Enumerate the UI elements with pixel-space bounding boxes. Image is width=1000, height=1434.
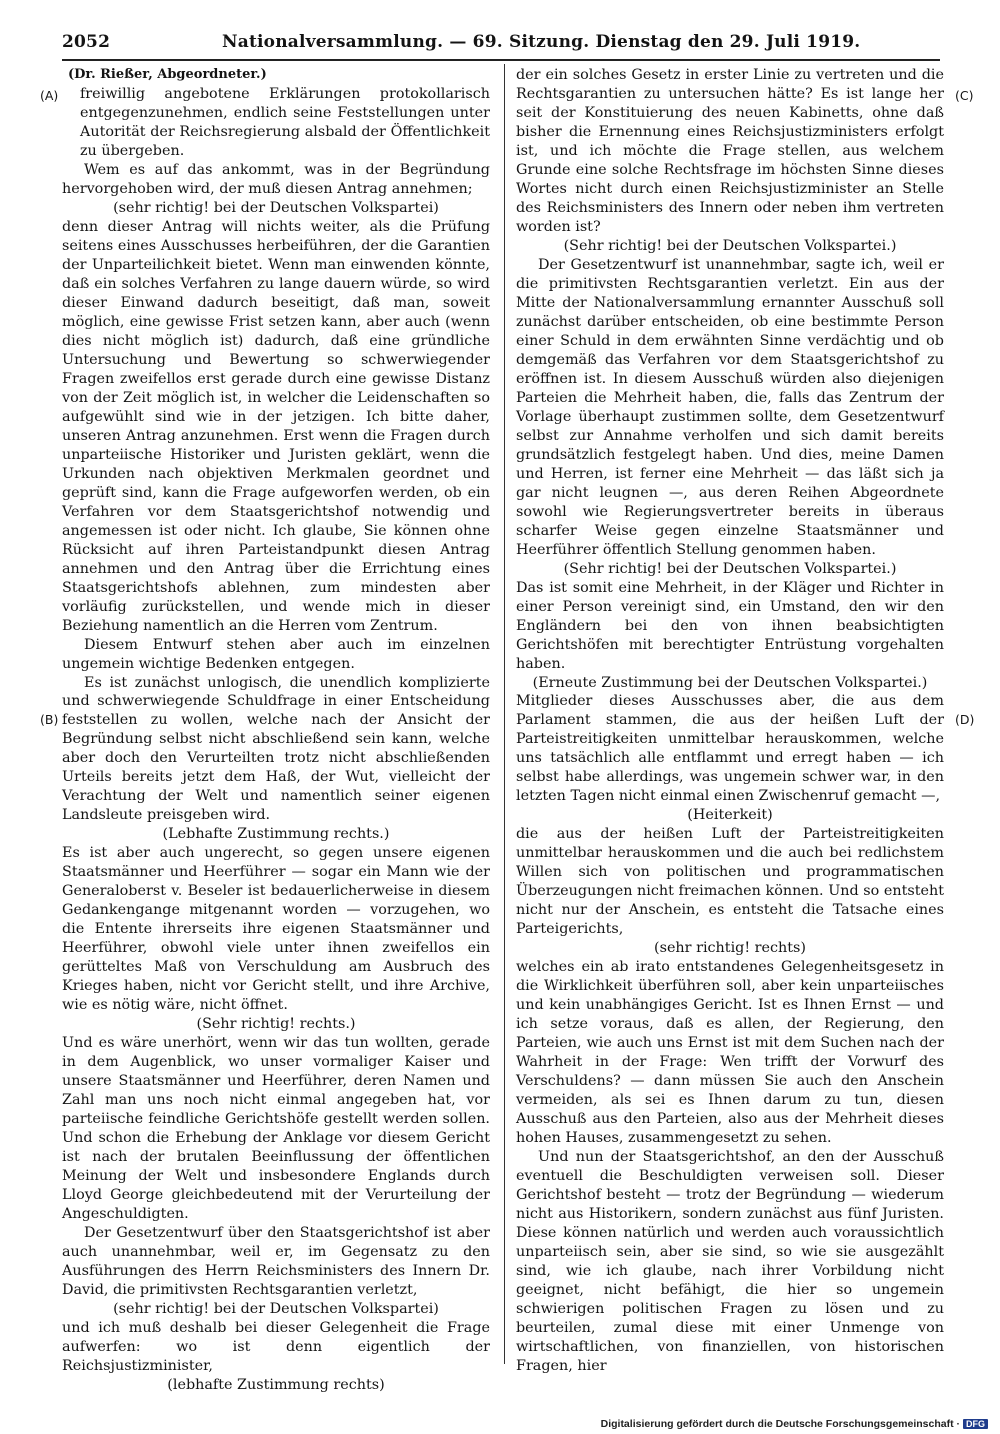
paragraph: Und nun der Staatsgerichtshof, an den der Ausschuß eventuell die Beschuldigten verweisen soll. Dieser Gerichtshof besteht — trotz der Begründung — wiederum nicht aus Historikern, sondern zunächst aus fünf Juristen. Diese können natürlich und werden auch voraussichtlich unparteiisch sein, aber sie sind, so wie sie ausgezählt sind, wie ich glaube, nach ihrer Vorbildung nicht geeignet, nicht befähigt, die hier so ungemein schwierigen politischen Fragen zu lösen und zu beurteilen, zumal diese mit einer Unmenge von wirtschaftlichen, von finanziellen, von historischen Fragen, hier [516, 1149, 944, 1374]
interjection: (Sehr richtig! rechts.) [196, 1016, 356, 1033]
paragraph: Der Gesetzentwurf ist unannehmbar, sagte ich, weil er die primitivsten Rechtsgarantien verletzt. Ein aus der Mitte der Nationalversammlung ernannter Ausschuß soll zunächst darüber entscheiden, ob eine bestimmte Person einer Schuld in dem erwähnten Sinne verdächtig und ob demgemäß das Verfahren vor dem Staatsgerichtshof zu eröffnen ist. In diesem Ausschuß würden also diejenigen Parteien die Mehrheit haben, die, falls das Zentrum der Vorlage überhaupt zustimmen sollte, dem Gesetzentwurf selbst zur Annahme verholfen und sich damit bereits grundsätzlich festgelegt haben. Und dies, meine Damen und Herren, ist ferner eine Mehrheit — das läßt sich ja gar nicht leugnen —, aus deren Reihen Abgeordnete sowohl wie Regierungsvertreter bereits in überaus scharfer Weise gegen einzelne Staatsmänner und Heerführer öffentlich Stellung genommen haben. [516, 256, 944, 558]
paragraph: Es ist aber auch ungerecht, so gegen unsere eigenen Staatsmänner und Heerführer — sogar ein Mann wie der Generaloberst v. Beseler ist bedauerlicherweise in diesem Gedankengange mitgenannt worden — vorzugehen, wo die Entente ihrerseits ihre eigenen Staatsmänner und Heerführer, obwohl viele unter ihnen zweifellos ein gerütteltes Maß von Verschuldung am Ausbruch des Krieges haben, nicht vor Gericht stellt, und ihre Archive, wie es nötig wäre, nicht öffnet. [62, 845, 490, 1014]
footer-credit [601, 1418, 988, 1430]
interjection: (Sehr richtig! bei der Deutschen Volkspartei.) [563, 237, 897, 254]
page-number: 2052 [62, 32, 111, 52]
margin-marker-a: (A) [40, 88, 59, 103]
interjection: (sehr richtig! rechts) [653, 940, 806, 957]
interjection: (Heiterkeit) [687, 807, 773, 824]
page-header [62, 32, 942, 62]
interjection: (sehr richtig! bei der Deutschen Volkspartei) [113, 199, 439, 216]
right-text-column [516, 66, 944, 1376]
paragraph: Mitglieder dieses Ausschusses aber, die aus dem Parlament stammen, die aus der heißen Luft der Parteistreitigkeiten unmittelbar herauskommen, welche uns tatsächlich alle entflammt und erregt haben — ich selbst habe allerdings, was ungemein schwer war, in den letzten Tagen nicht einmal einen Zwischenruf gemacht —, [516, 693, 944, 805]
paragraph: Diesem Entwurf stehen aber auch im einzelnen ungemein wichtige Bedenken entgegen. [62, 636, 490, 672]
paragraph: Das ist somit eine Mehrheit, in der Kläger und Richter in einer Person vereinigt sind, ein Umstand, den wir den Engländern bei den von ihnen beabsichtigten Gerichtshöfen mit berechtigter Entrüstung vorgehalten haben. [516, 579, 944, 672]
interjection: (Sehr richtig! bei der Deutschen Volkspartei.) [563, 560, 897, 577]
paragraph: Der Gesetzentwurf über den Staatsgerichtshof ist aber auch unannehmbar, weil er, im Gegensatz zu den Ausführungen des Herrn Reichsministers des Innern Dr. David, die primitivsten Rechtsgarantien verletzt, [62, 1225, 490, 1298]
paragraph: Es ist zunächst unlogisch, die unendlich komplizierte und schwerwiegende Schuldfrage in einer Entscheidung feststellen zu wollen, welche nach der Ansicht der Begründung selbst nicht abschließend sein kann, welche aber doch den Verurteilten trotz nicht abschließenden Urteils bereits jetzt dem Haß, der Wut, vielleicht der Verachtung der Welt und namentlich seiner eigenen Landsleute preisgeben wird. [62, 674, 490, 824]
dfg-logo: DFG [963, 1419, 988, 1429]
paragraph: Wem es auf das ankommt, was in der Begründung hervorgehoben wird, der muß diesen Antrag annehmen; [62, 161, 490, 197]
margin-marker-b: (B) [40, 712, 59, 727]
margin-marker-c: (C) [955, 88, 974, 103]
running-title: Nationalversammlung. — 69. Sitzung. Dienstag den 29. Juli 1919. [222, 32, 861, 52]
header-rule [62, 59, 940, 61]
interjection: (Lebhafte Zustimmung rechts.) [162, 826, 390, 843]
interjection: (sehr richtig! bei der Deutschen Volkspartei) [113, 1300, 439, 1317]
paragraph: denn dieser Antrag will nichts weiter, als die Prüfung seitens eines Ausschusses herbeiführen, der die Garantien der Unparteilichkeit bietet. Wenn man einwenden könnte, daß ein solches Verfahren zu lange dauern würde, so wird dieser Einwand dadurch beseitigt, daß man, soweit möglich, eine gewisse Frist setzen kann, aber auch (wenn dies nicht möglich ist) dadurch, daß eine gründliche Untersuchung und Bewertung so schwerwiegender Fragen zweifellos erst gerade durch eine gewisse Distanz von der Zeit möglich ist, in welcher die Leidenschaften so aufgewühlt sind wie in der jetzigen. Ich bitte daher, unseren Antrag anzunehmen. Erst wenn die Fragen durch unparteiische Historiker und Juristen geklärt, wenn die Urkunden nach objektiven Merkmalen geordnet und geprüft sind, kann die Frage aufgeworfen werden, ob ein Verfahren vor dem Staatsgerichtshof notwendig und angemessen ist oder nicht. Ich glaube, Sie können ohne Rücksicht auf ihren Parteistandpunkt diesen Antrag annehmen und den Antrag über die Errichtung eines Staatsgerichtshofs ablehnen, zum mindesten aber vorläufig zurückstellen, und wende mich in dieser Beziehung namentlich an die Herren vom Zentrum. [62, 218, 490, 634]
interjection: (Erneute Zustimmung bei der Deutschen Volkspartei.) [532, 674, 928, 691]
margin-marker-d: (D) [955, 712, 975, 727]
paragraph: welches ein ab irato entstandenes Gelegenheitsgesetz in die Wirklichkeit überführen soll, aber kein unparteiisches und kein unabhängiges Gericht. Ist es Ihnen Ernst — und ich setze voraus, daß es allen, der Regierung, den Parteien, wie auch uns Ernst ist mit dem Suchen nach der Wahrheit in der Frage: Wen trifft der Vorwurf des Verschuldens? — dann müssen Sie auch den Anschein vermeiden, als sei es Ihnen darum zu tun, diesen Ausschuß aus den Parteien, also aus der Mehrheit dieses hohen Hauses, zusammengesetzt zu sehen. [516, 959, 944, 1147]
interjection: (lebhafte Zustimmung rechts) [167, 1376, 385, 1393]
paragraph: und ich muß deshalb bei dieser Gelegenheit die Frage aufwerfen: wo ist denn eigentlich der Reichsjustizminister, [62, 1319, 490, 1374]
column-divider [504, 64, 505, 1364]
footer-text: Digitalisierung gefördert durch die Deutsche Forschungsgemeinschaft · [600, 1418, 960, 1430]
left-text-column [62, 66, 490, 1395]
paragraph: die aus der heißen Luft der Parteistreitigkeiten unmittelbar herauskommen und die auch bei redlichstem Willen sich von politischen und programmatischen Überzeugungen nicht freimachen können. Und so entsteht nicht nur der Anschein, es entsteht die Tatsache eines Parteigerichts, [516, 826, 944, 938]
paragraph: Und es wäre unerhört, wenn wir das tun wollten, gerade in dem Augenblick, wo unser vormaliger Kaiser und unsere Staatsmänner und Heerführer, deren Namen und Zahl man uns noch nicht einmal angegeben hat, vor parteiische feindliche Gerichtshöfe gestellt werden sollen. Und schon die Erhebung der Anklage vor diesem Gericht ist nach der brutalen Beeinflussung der öffentlichen Meinung der Welt und insbesondere Englands durch Lloyd George gleichbedeutend mit der Verurteilung der Angeschuldigten. [62, 1035, 490, 1223]
paragraph: freiwillig angebotene Erklärungen protokollarisch entgegenzunehmen, endlich seine Feststellungen unter Autorität der Reichsregierung alsbald der Öffentlichkeit zu übergeben. [80, 85, 490, 159]
paragraph: der ein solches Gesetz in erster Linie zu vertreten und die Rechtsgarantien zu untersuchen hätte? Es ist lange her seit der Konstituierung des neuen Kabinetts, ohne daß bisher die Ernennung eines Reichsjustizministers erfolgt ist, und ich möchte die Frage stellen, aus welchem Grunde eine solche Rechtsfrage im höchsten Sinne dieses Wortes nicht durch einen Reichsjustizminister an Stelle des Reichsministers des Innern oder neben ihm vertreten worden ist? [516, 67, 944, 235]
speaker-label: (Dr. Rießer, Abgeordneter.) [68, 67, 267, 82]
